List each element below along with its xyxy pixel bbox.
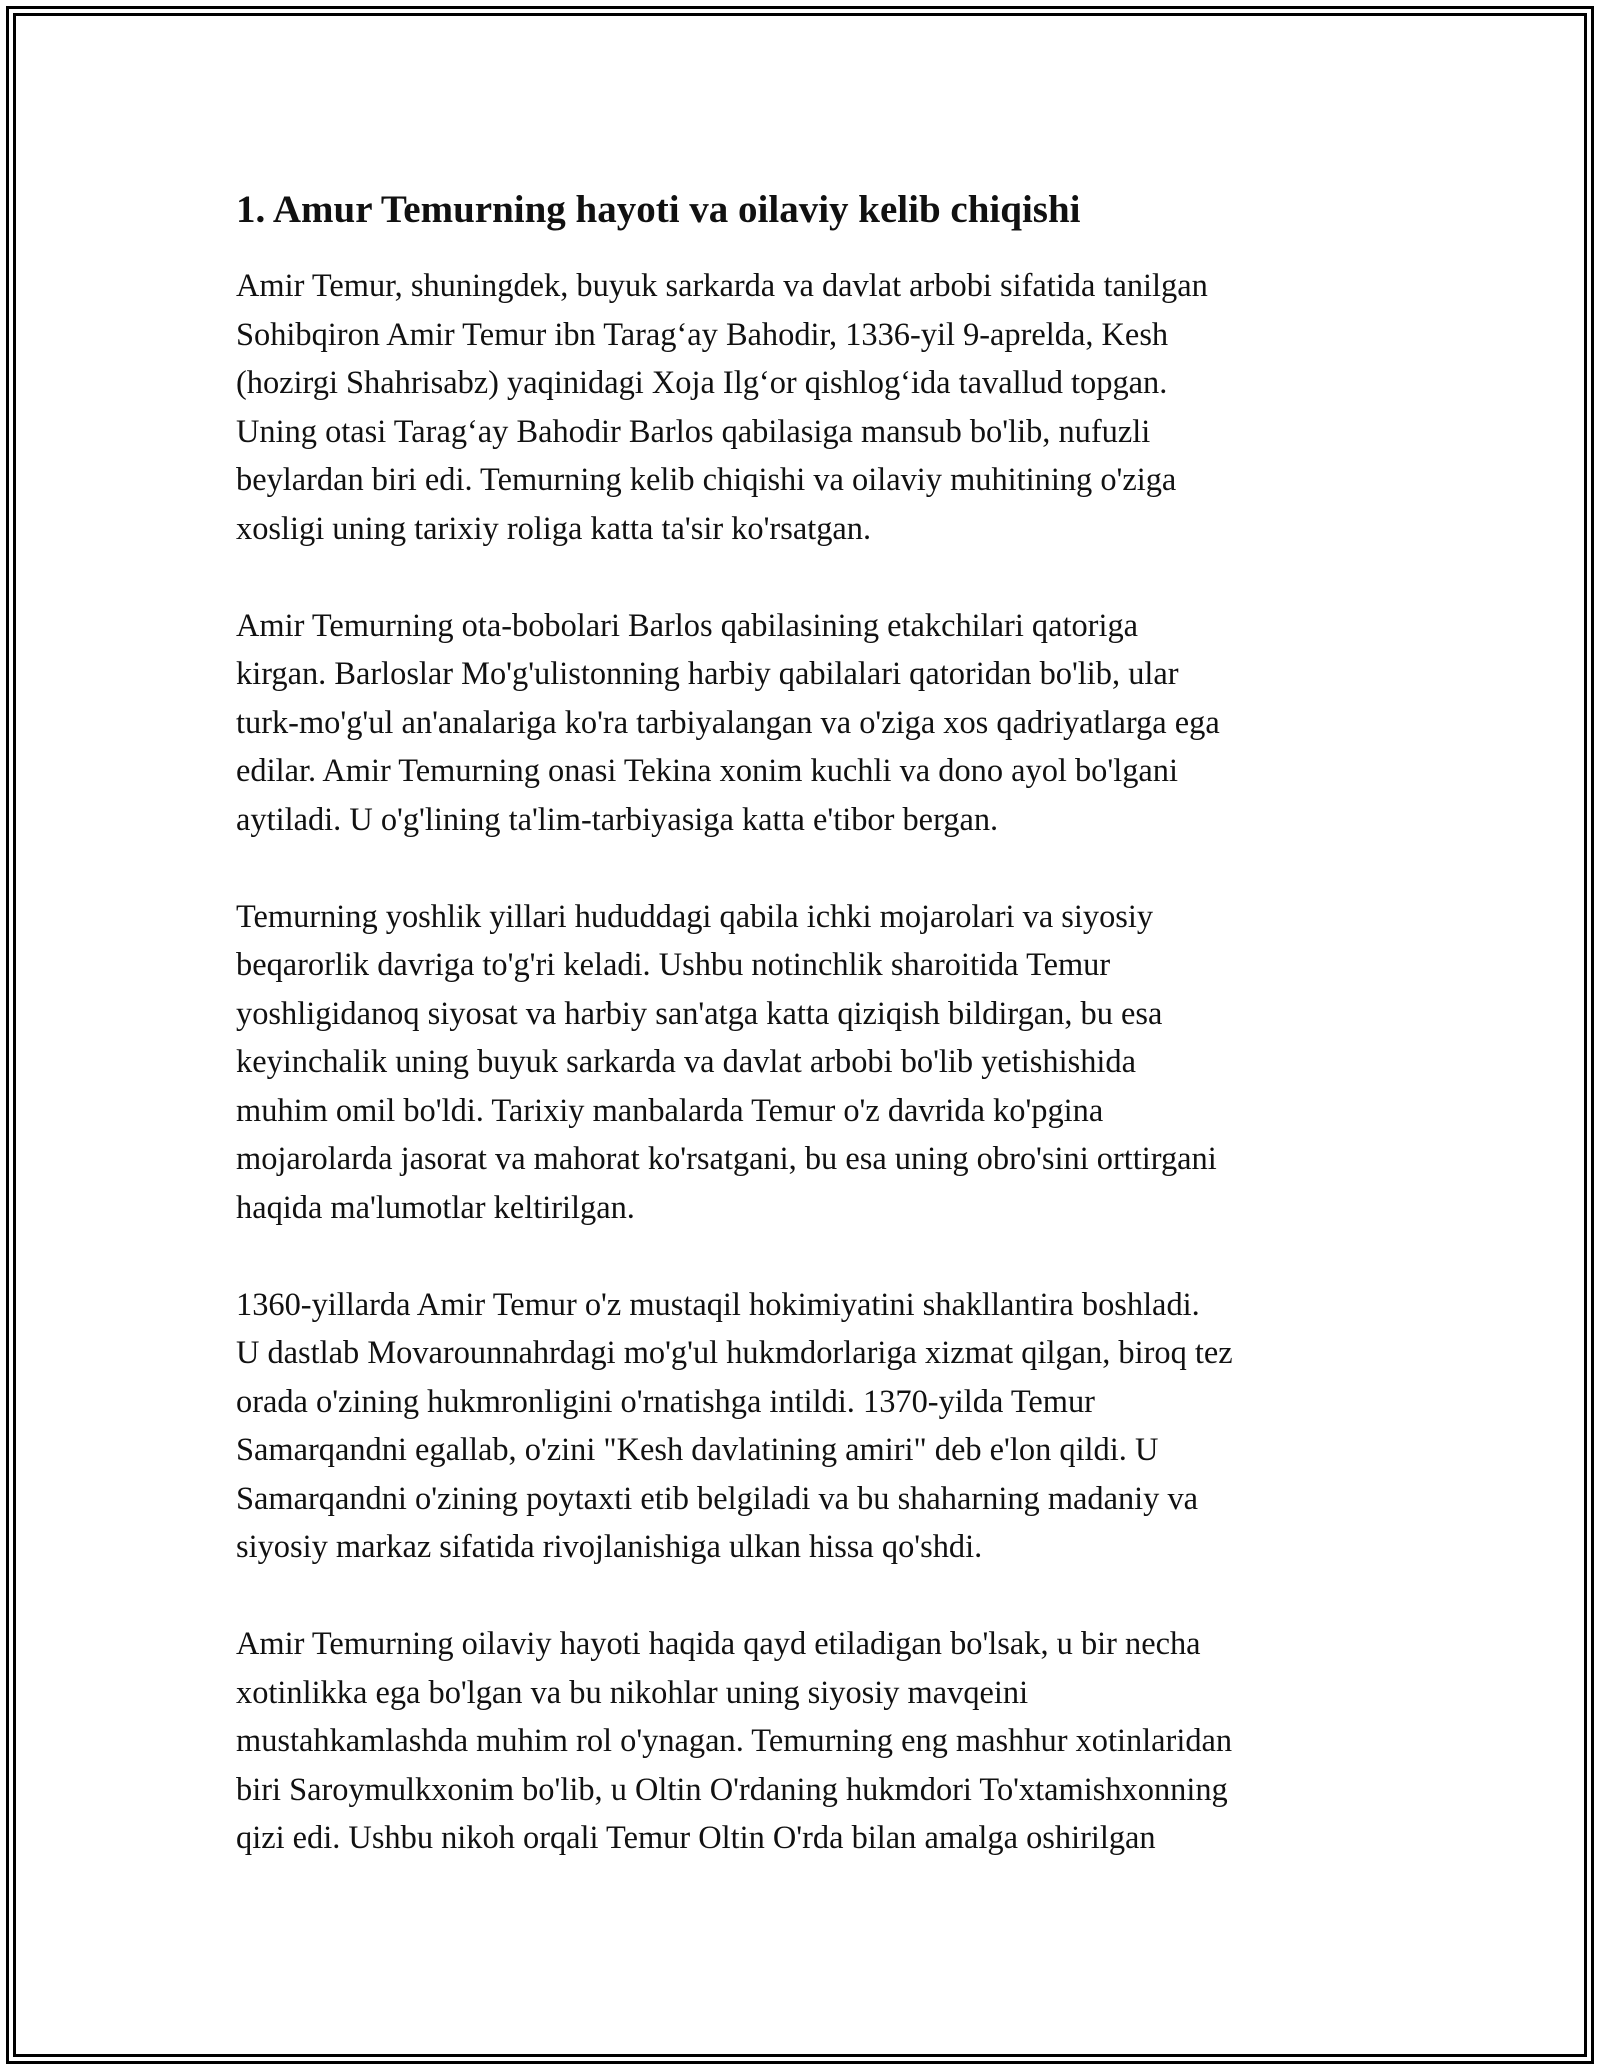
text-line: xosligi uning tarixiy roliga katta ta'sir ko'rsatgan. bbox=[236, 510, 872, 547]
text-line: edilar. Amir Temurning onasi Tekina xonim kuchli va dono ayol bo'lgani bbox=[236, 753, 1178, 789]
text-line: U dastlab Movarounnahrdagi mo'g'ul hukmdorlariga xizmat qilgan, biroq tez bbox=[236, 1335, 1233, 1371]
paragraph-3 bbox=[236, 893, 1376, 1233]
text-line: aytiladi. U o'g'lining ta'lim-tarbiyasiga katta e'tibor bergan. bbox=[236, 801, 999, 838]
document-page bbox=[236, 186, 1376, 1911]
text-line: Samarqandni egallab, o'zini "Kesh davlatining amiri" deb e'lon qildi. U bbox=[236, 1432, 1159, 1468]
text-line: Samarqandni o'zining poytaxti etib belgiladi va bu shaharning madaniy va bbox=[236, 1480, 1199, 1517]
text-line: Amir Temurning oilaviy hayoti haqida qayd etiladigan bo'lsak, u bir necha bbox=[236, 1626, 1201, 1662]
text-line: Temurning yoshlik yillari hududdagi qabila ichki mojarolari va siyosiy bbox=[236, 898, 1154, 935]
text-line: 1360-yillarda Amir Temur o'z mustaqil hokimiyatini shakllantira boshladi. bbox=[236, 1286, 1200, 1323]
text-line: keyinchalik uning buyuk sarkarda va davlat arbobi bo'lib yetishishida bbox=[236, 1044, 1136, 1080]
text-line: yoshligidanoq siyosat va harbiy san'atga katta qiziqish bildirgan, bu esa bbox=[236, 995, 1163, 1032]
text-line: beylardan biri edi. Temurning kelib chiqishi va oilaviy muhitining o'ziga bbox=[236, 462, 1177, 498]
text-line: turk-mo'g'ul an'analariga ko'ra tarbiyalangan va o'ziga xos qadriyatlarga ega bbox=[236, 704, 1220, 741]
text-line: mustahkamlashda muhim rol o'ynagan. Temurning eng mashhur xotinlaridan bbox=[236, 1723, 1233, 1759]
text-line: Amir Temurning ota-bobolari Barlos qabilasining etakchilari qatoriga bbox=[236, 607, 1139, 644]
text-line: Amir Temur, shuningdek, buyuk sarkarda va davlat arbobi sifatida tanilgan bbox=[236, 268, 1208, 304]
text-line: mojarolarda jasorat va mahorat ko'rsatgani, bu esa uning obro'sini orttirgani bbox=[236, 1141, 1217, 1177]
text-line: kirgan. Barloslar Mo'g'ulistonning harbiy qabilalari qatoridan bo'lib, ular bbox=[236, 656, 1179, 692]
text-line: haqida ma'lumotlar keltirilgan. bbox=[236, 1189, 635, 1226]
paragraph-2 bbox=[236, 602, 1376, 845]
paragraph-4 bbox=[236, 1281, 1376, 1572]
paragraph-5 bbox=[236, 1620, 1376, 1863]
text-line: (hozirgi Shahrisabz) yaqinidagi Xoja Ilg‘or qishlog‘ida tavallud topgan. bbox=[236, 365, 1168, 401]
text-line: Uning otasi Tarag‘ay Bahodir Barlos qabilasiga mansub bo'lib, nufuzli bbox=[236, 413, 1151, 450]
text-line: qizi edi. Ushbu nikoh orqali Temur Oltin O'rda bilan amalga oshirilgan bbox=[236, 1820, 1156, 1856]
page-title: 1. Amur Temurning hayoti va oilaviy kelib chiqishi bbox=[236, 188, 1081, 231]
text-line: xotinlikka ega bo'lgan va bu nikohlar uning siyosiy mavqeini bbox=[236, 1674, 1029, 1711]
paragraph-1 bbox=[236, 262, 1376, 553]
text-line: beqarorlik davriga to'g'ri keladi. Ushbu notinchlik sharoitida Temur bbox=[236, 947, 1111, 983]
text-line: biri Saroymulkxonim bo'lib, u Oltin O'rdaning hukmdori To'xtamishxonning bbox=[236, 1771, 1228, 1808]
text-line: orada o'zining hukmronligini o'rnatishga intildi. 1370-yilda Temur bbox=[236, 1383, 1095, 1420]
text-line: Sohibqiron Amir Temur ibn Tarag‘ay Bahodir, 1336-yil 9-aprelda, Kesh bbox=[236, 316, 1169, 353]
text-line: muhim omil bo'ldi. Tarixiy manbalarda Temur o'z davrida ko'pgina bbox=[236, 1092, 1104, 1129]
text-line: siyosiy markaz sifatida rivojlanishiga ulkan hissa qo'shdi. bbox=[236, 1529, 983, 1565]
